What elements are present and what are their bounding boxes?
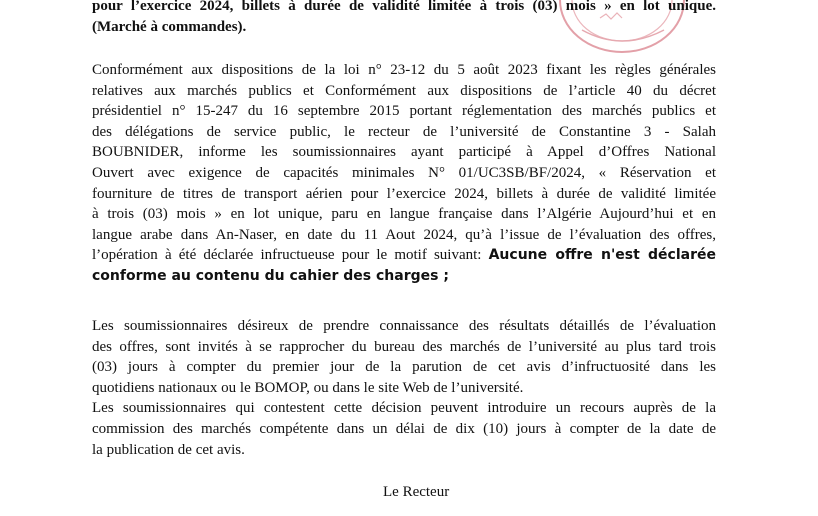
- paragraph-line: des offres, sont invités à se rapprocher du bureau des marchés de l’université au plus tard trois: [92, 338, 716, 355]
- signature-title: Le Recteur: [383, 484, 450, 500]
- paragraph-line: Conformément aux dispositions de la loi n° 23-12 du 5 août 2023 fixant les règles générales: [92, 62, 716, 78]
- reason-bold-start: Aucune offre n'est déclarée: [488, 247, 716, 264]
- paragraph-line: (03) jours à compter du premier jour de la parution de cet avis d’infructuosité dans les: [92, 359, 716, 376]
- paragraph-line: à trois (03) mois » en lot unique, paru en langue française dans l’Algérie Aujourd’hui et en: [92, 206, 716, 223]
- paragraph-line: Les soumissionnaires désireux de prendre connaissance des résultats détaillés de l’évaluation: [92, 318, 716, 334]
- paragraph-line: fourniture de titres de transport aérien pour l’exercice 2024, billets à durée de validité limitée: [92, 185, 716, 202]
- paragraph-line: présidentiel n° 15-247 du 16 septembre 2015 portant réglementation des marchés publics et: [92, 103, 716, 120]
- paragraph-line: Ouvert avec exigence de capacités minimales N° 01/UC3SB/BF/2024, « Réservation et: [92, 164, 716, 181]
- header-block: [92, 0, 716, 37]
- header-line-2: (Marché à commandes).: [92, 18, 247, 35]
- paragraph-1: [92, 60, 716, 287]
- reason-bold-end: conforme au contenu du cahier des charges ;: [92, 267, 449, 284]
- paragraph-line: quotidiens nationaux ou le BOMOP, ou dans le site Web de l’université.: [92, 379, 524, 396]
- paragraph-line: Les soumissionnaires qui contestent cette décision peuvent introduire un recours auprès de la: [92, 400, 716, 417]
- paragraph-line: langue arabe dans An-Naser, en date du 11 Aout 2024, qu’à l’issue de l’évaluation des offres,: [92, 226, 716, 243]
- paragraph-line: des délégations de service public, le recteur de l’université de Constantine 3 - Salah: [92, 123, 716, 140]
- header-line-1: pour l’exercice 2024, billets à durée de validité limitée à trois (03) mois » en lot unique.: [92, 0, 716, 14]
- paragraph-line: la publication de cet avis.: [92, 441, 245, 458]
- reason-intro: l’opération à été déclarée infructueuse pour le motif suivant:: [92, 247, 489, 264]
- paragraph-line: commission des marchés compétente dans un délai de dix (10) jours à compter de la date de: [92, 420, 716, 437]
- paragraph-line-reason: [92, 245, 716, 266]
- paragraph-2: [92, 316, 716, 460]
- paragraph-line: relatives aux marchés publics et Conformément aux dispositions de l’article 40 du décret: [92, 82, 716, 99]
- paragraph-line: BOUBNIDER, informe les soumissionnaires ayant participé à Appel d’Offres National: [92, 144, 716, 161]
